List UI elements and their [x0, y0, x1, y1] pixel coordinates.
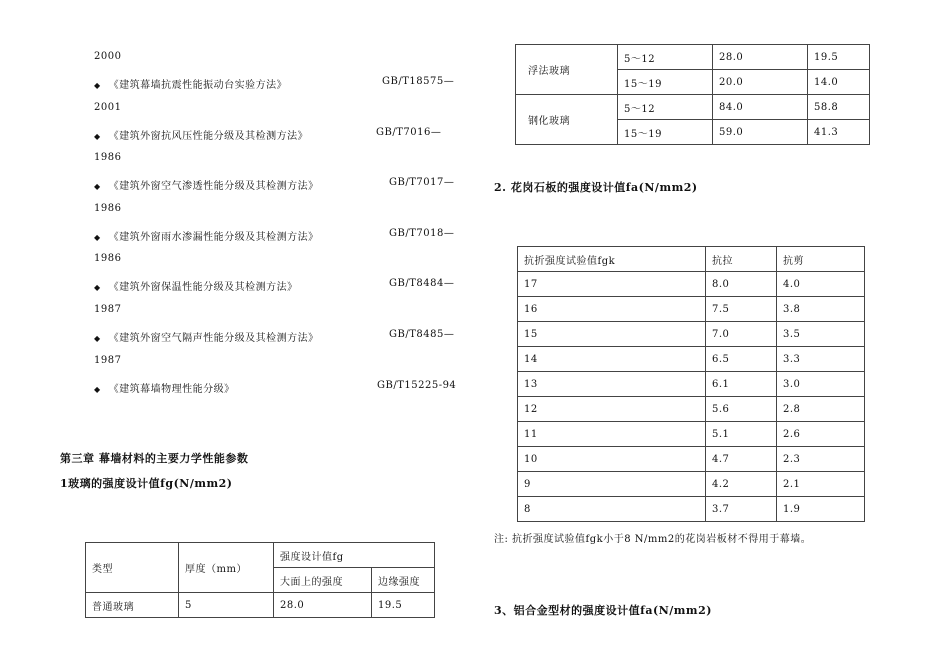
- standard-item: [94, 329, 455, 344]
- cell-face: 28.0: [713, 45, 808, 70]
- section-2-title: 2. 花岗石板的强度设计值fa(N/mm2): [494, 181, 698, 194]
- table-cell: 14: [518, 347, 706, 372]
- cell-type: 钢化玻璃: [516, 95, 618, 145]
- standard-item: [94, 227, 455, 243]
- cell-face: 20.0: [713, 70, 808, 95]
- cell-thickness: 15～19: [618, 70, 713, 95]
- bullet-icon: ◆: [94, 232, 101, 242]
- table-cell: 3.0: [777, 372, 865, 397]
- table-cell: 6.5: [706, 347, 777, 372]
- table-cell: 2.3: [777, 447, 865, 472]
- table-cell: 4.7: [706, 447, 777, 472]
- cell-edge: 19.5: [372, 593, 435, 618]
- cell-type: 普通玻璃: [86, 593, 179, 618]
- standard-title: 《建筑幕墙抗震性能振动台实验方法》: [108, 80, 288, 91]
- standard-year: 1987: [94, 304, 122, 315]
- table-cell: 8.0: [706, 272, 777, 297]
- standard-year: 1986: [94, 253, 122, 265]
- standard-code: GB/T7016—: [376, 126, 442, 138]
- cell-edge: 41.3: [808, 120, 870, 145]
- table-cell: 13: [518, 372, 706, 397]
- section-1-title: 1玻璃的强度设计值fg(N/mm2): [60, 477, 233, 490]
- header-type: 类型: [86, 543, 179, 593]
- bullet-icon: ◆: [94, 81, 101, 90]
- cell-thickness: 15～19: [618, 120, 713, 145]
- standard-item: [94, 278, 455, 294]
- standard-code: GB/T8484—: [389, 278, 455, 290]
- table-cell: 3.7: [706, 497, 777, 522]
- chapter-title: 第三章 幕墙材料的主要力学性能参数: [60, 452, 249, 465]
- table-cell: 2.1: [777, 472, 865, 497]
- standard-item: [94, 177, 455, 193]
- standard-title: 《建筑外窗空气隔声性能分级及其检测方法》: [108, 333, 319, 344]
- cell-thickness: 5: [179, 593, 274, 618]
- standard-title: 《建筑外窗抗风压性能分级及其检测方法》: [108, 130, 309, 142]
- table-cell: 5.1: [706, 422, 777, 447]
- bullet-icon: ◆: [94, 131, 101, 141]
- granite-strength-table: [517, 246, 865, 522]
- bullet-icon: ◆: [94, 283, 101, 293]
- standard-year: 1987: [94, 354, 122, 366]
- table-header-row: [518, 247, 865, 272]
- standard-title: 《建筑外窗雨水渗漏性能分级及其检测方法》: [108, 231, 319, 243]
- header-edge-strength: 边缘强度: [372, 568, 435, 593]
- table-cell: 2.8: [777, 397, 865, 422]
- table-row: [518, 272, 865, 297]
- standard-item: [94, 127, 449, 142]
- standard-title: 《建筑外窗保温性能分级及其检测方法》: [108, 282, 298, 294]
- table-cell: 4.0: [777, 272, 865, 297]
- table-cell: 15: [518, 322, 706, 347]
- standard-year: 1986: [94, 152, 122, 164]
- table-cell: 3.3: [777, 347, 865, 372]
- standard-item: [94, 76, 455, 91]
- table-cell: 12: [518, 397, 706, 422]
- table-cell: 3.8: [777, 297, 865, 322]
- table-row: [518, 447, 865, 472]
- table-row: [518, 472, 865, 497]
- standard-year: 1986: [94, 202, 122, 214]
- table-cell: 2.6: [777, 422, 865, 447]
- standard-code: GB/T7017—: [389, 177, 455, 189]
- standard-code: GB/T7018—: [389, 227, 455, 239]
- cell-thickness: 5～12: [618, 95, 713, 120]
- cell-type: 浮法玻璃: [516, 45, 618, 95]
- table-header-cell: 抗剪: [777, 247, 865, 272]
- table-cell: 7.5: [706, 297, 777, 322]
- glass-strength-table-continued: [515, 44, 870, 145]
- table-cell: 7.0: [706, 322, 777, 347]
- table-row: [518, 297, 865, 322]
- cell-face: 59.0: [713, 120, 808, 145]
- table-row: [518, 397, 865, 422]
- standard-year: 2001: [94, 101, 122, 113]
- granite-note: 注: 抗折强度试验值fgk小于8 N/mm2的花岗岩板材不得用于幕墙。: [494, 534, 812, 545]
- table-cell: 11: [518, 422, 706, 447]
- standard-year: 2000: [94, 51, 122, 62]
- bullet-icon: ◆: [94, 182, 101, 192]
- table-row: [518, 422, 865, 447]
- table-cell: 8: [518, 497, 706, 522]
- cell-edge: 58.8: [808, 95, 870, 120]
- table-cell: 3.5: [777, 322, 865, 347]
- table-header-cell: 抗拉: [706, 247, 777, 272]
- header-face-strength: 大面上的强度: [274, 568, 372, 593]
- table-cell: 5.6: [706, 397, 777, 422]
- standard-title: 《建筑外窗空气渗透性能分级及其检测方法》: [108, 181, 319, 193]
- cell-edge: 14.0: [808, 70, 870, 95]
- table-cell: 17: [518, 272, 706, 297]
- header-thickness: 厚度（mm）: [179, 543, 274, 593]
- bullet-icon: ◆: [94, 384, 101, 394]
- table-row: [518, 372, 865, 397]
- bullet-icon: ◆: [94, 334, 101, 343]
- standard-item: [94, 379, 457, 395]
- cell-edge: 19.5: [808, 45, 870, 70]
- standard-code: GB/T8485—: [389, 329, 455, 340]
- table-row: [518, 347, 865, 372]
- table-header-cell: 抗折强度试验值fgk: [518, 247, 706, 272]
- table-cell: 1.9: [777, 497, 865, 522]
- glass-strength-table: [85, 542, 435, 618]
- standard-title: 《建筑幕墙物理性能分级》: [108, 383, 235, 395]
- table-cell: 4.2: [706, 472, 777, 497]
- table-cell: 16: [518, 297, 706, 322]
- table-row: [518, 497, 865, 522]
- table-row: [518, 322, 865, 347]
- header-strength: 强度设计值fg: [274, 543, 435, 568]
- standard-code: GB/T18575—: [382, 76, 455, 87]
- section-3-title: 3、铝合金型材的强度设计值fa(N/mm2): [494, 604, 712, 617]
- cell-face: 28.0: [274, 593, 372, 618]
- cell-thickness: 5～12: [618, 45, 713, 70]
- standard-code: GB/T15225-94: [377, 379, 457, 391]
- table-cell: 6.1: [706, 372, 777, 397]
- table-cell: 9: [518, 472, 706, 497]
- cell-face: 84.0: [713, 95, 808, 120]
- table-cell: 10: [518, 447, 706, 472]
